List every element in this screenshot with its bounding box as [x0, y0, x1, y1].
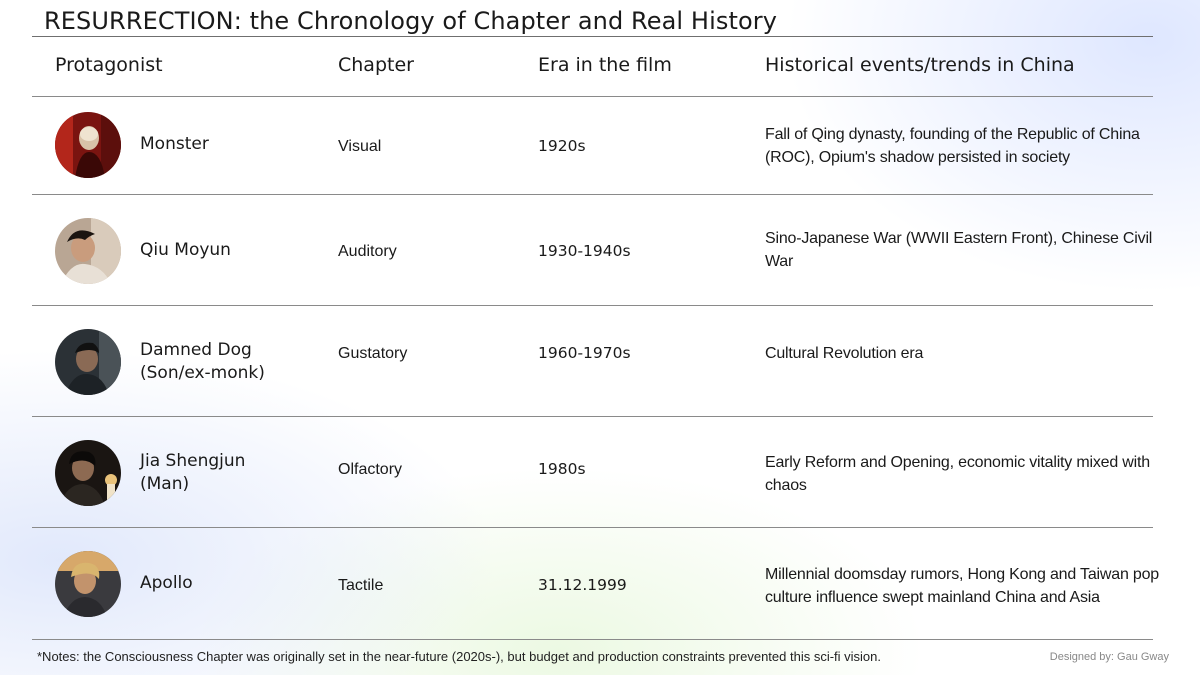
avatar-monster: [55, 112, 121, 178]
header-events: Historical events/trends in China: [765, 54, 1075, 76]
designer-credit: Designed by: Gau Gway: [1049, 651, 1169, 663]
avatar-qiu-moyun: [55, 218, 121, 284]
avatar-apollo: [55, 551, 121, 617]
era-cell: 1980s: [538, 460, 586, 478]
header-chapter: Chapter: [338, 54, 414, 76]
header-protagonist: Protagonist: [55, 54, 163, 76]
row-divider: [32, 305, 1153, 306]
row-divider: [32, 194, 1153, 195]
era-cell: 31.12.1999: [538, 576, 627, 594]
chapter-cell: Gustatory: [338, 345, 408, 362]
protagonist-name: Monster: [140, 134, 209, 154]
events-cell: Early Reform and Opening, economic vitality mixed with chaos: [765, 454, 1150, 494]
era-cell: 1960-1970s: [538, 344, 631, 362]
row-divider: [32, 416, 1153, 417]
avatar-jia-shengjun: [55, 440, 121, 506]
events-cell: Fall of Qing dynasty, founding of the Republic of China (ROC), Opium's shadow persisted in society: [765, 126, 1140, 166]
protagonist-name: Damned Dog (Son/ex-monk): [140, 340, 265, 383]
events-cell: Cultural Revolution era: [765, 345, 924, 362]
chapter-cell: Tactile: [338, 577, 384, 594]
era-cell: 1930-1940s: [538, 242, 631, 260]
protagonist-name: Apollo: [140, 573, 193, 593]
chapter-cell: Olfactory: [338, 461, 403, 478]
row-divider: [32, 527, 1153, 528]
avatar-damned-dog: [55, 329, 121, 395]
header-rule: [32, 96, 1153, 97]
chapter-cell: Visual: [338, 138, 382, 155]
era-cell: 1920s: [538, 137, 586, 155]
page-title: RESURRECTION: the Chronology of Chapter and Real History: [44, 7, 778, 35]
chapter-cell: Auditory: [338, 243, 397, 260]
footnote: *Notes: the Consciousness Chapter was originally set in the near-future (2020s-), but budget and production constraints prevented this sci-fi vision.: [37, 649, 882, 664]
events-cell: Millennial doomsday rumors, Hong Kong and Taiwan pop culture influence swept mainland China and Asia: [765, 566, 1159, 606]
title-rule: [32, 36, 1153, 37]
protagonist-name: Qiu Moyun: [140, 240, 231, 260]
footer-rule: [32, 639, 1153, 640]
header-era: Era in the film: [538, 54, 672, 76]
protagonist-name: Jia Shengjun (Man): [140, 451, 246, 494]
events-cell: Sino-Japanese War (WWII Eastern Front), Chinese Civil War: [765, 230, 1153, 270]
